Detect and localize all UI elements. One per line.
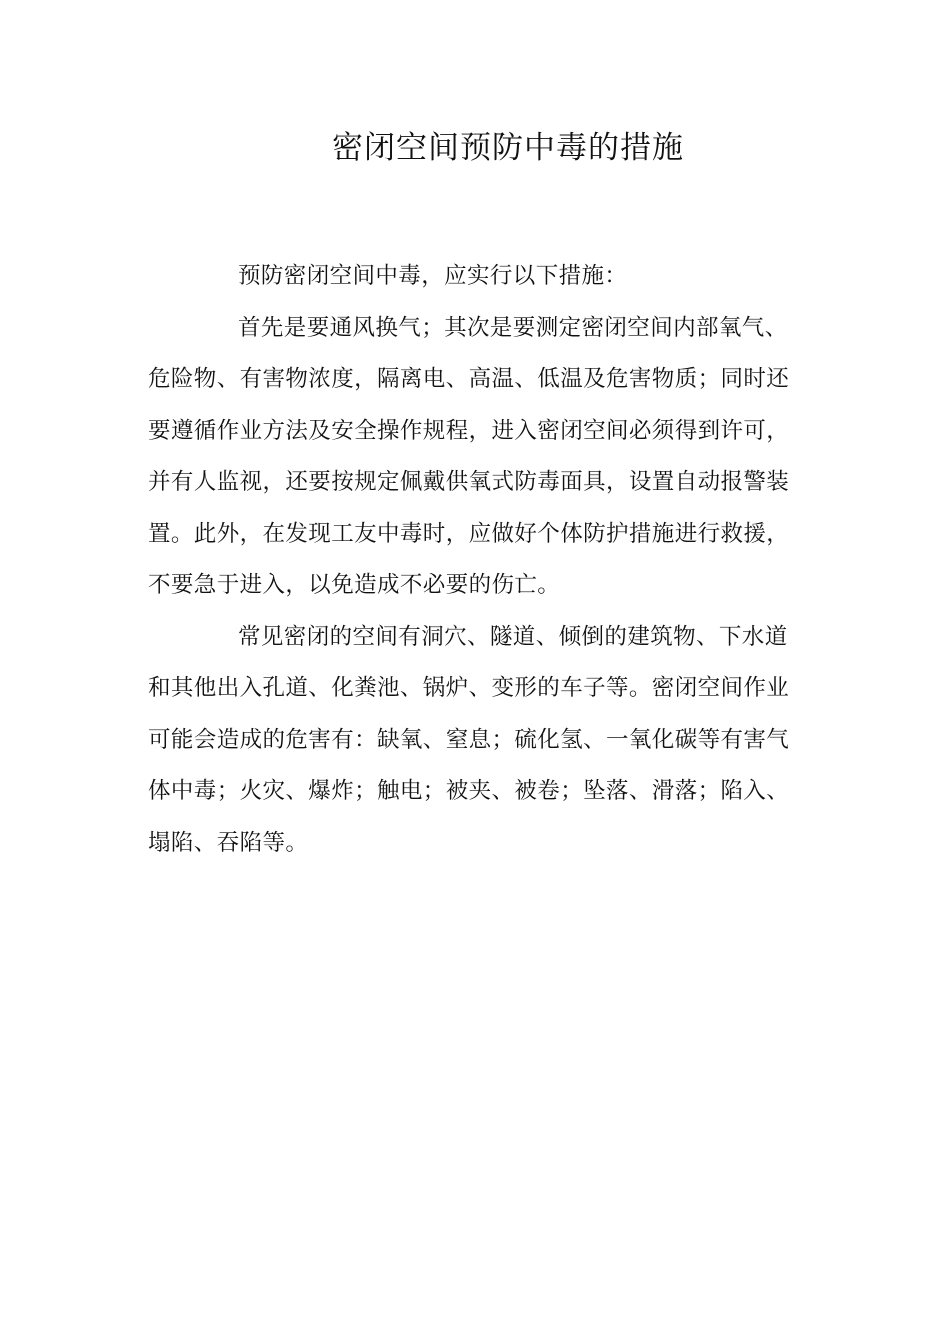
paragraph-hazards: 常见密闭的空间有洞穴、隧道、倾倒的建筑物、下水道和其他出入孔道、化粪池、锅炉、变形的车子等。密闭空间作业可能会造成的危害有：缺氧、窒息；硫化氢、一氧化碳等有害气体中毒；火灾、爆炸；触电；被夹、被卷；坠落、滑落；陷入、塌陷、吞陷等。 xyxy=(148,623,790,856)
document-body xyxy=(148,251,798,869)
paragraph-measures: 首先是要通风换气；其次是要测定密闭空间内部氧气、危险物、有害物浓度，隔离电、高温、低温及危害物质；同时还要遵循作业方法及安全操作规程，进入密闭空间必须得到许可，并有人监视，还要按规定佩戴供氧式防毒面具，设置自动报警装置。此外，在发现工友中毒时，应做好个体防护措施进行救援，不要急于进入，以免造成不必要的伤亡。 xyxy=(148,314,790,598)
paragraph-intro: 预防密闭空间中毒，应实行以下措施： xyxy=(238,263,628,289)
document-title: 密闭空间预防中毒的措施 xyxy=(332,130,684,166)
